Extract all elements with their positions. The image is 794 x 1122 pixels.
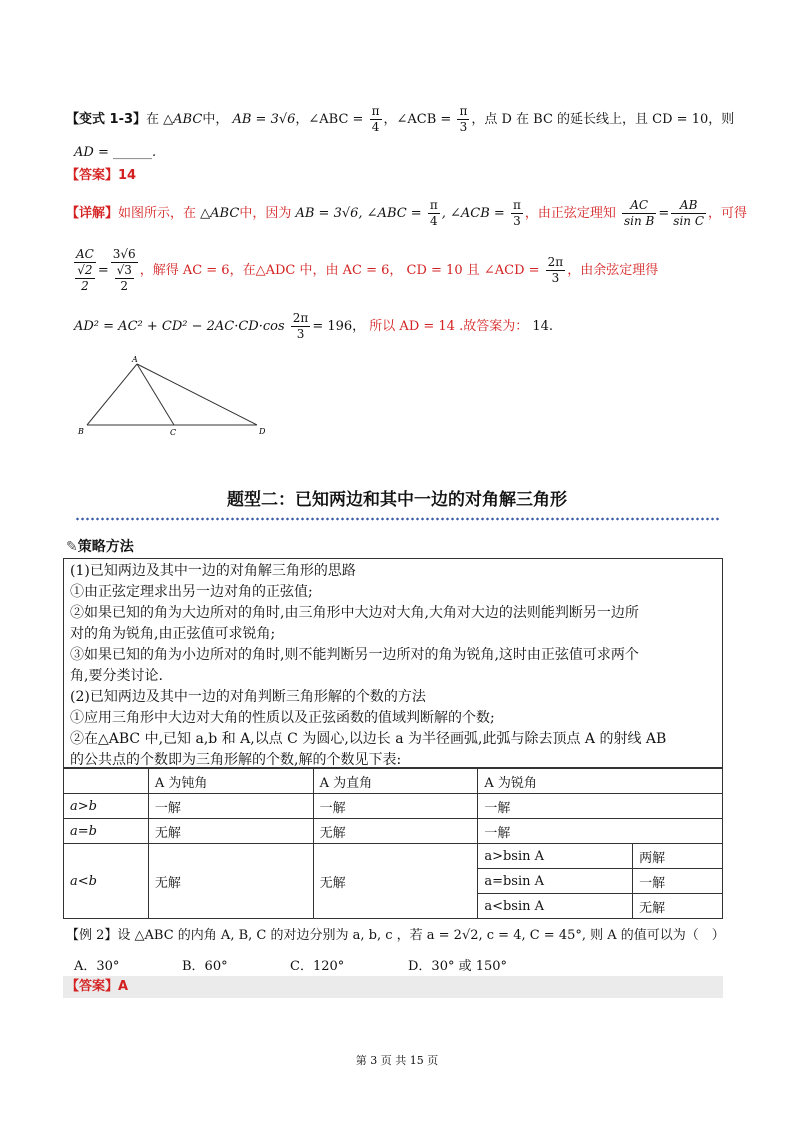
detail-l2d: ，由余弦定理得 xyxy=(567,263,659,278)
table-cell: a>bsin A xyxy=(478,844,633,869)
table-cell: 一解 xyxy=(148,794,313,819)
option-a: A．30° xyxy=(74,959,120,974)
strategy-line: (2)已知两边及其中一边的对角判断三角形解的个数的方法 xyxy=(70,689,426,705)
strategy-line: ①由正弦定理求出另一边对角的正弦值; xyxy=(70,584,313,600)
detail-l2-eq: = xyxy=(97,263,109,278)
table-header-cell xyxy=(64,769,149,794)
example-2-text: 设 △ABC 的内角 A, B, C 的对边分别为 a, b, c ，若 a = 2√2, c = 4, C = 45°, 则 A 的值可以为（ ） xyxy=(117,928,725,943)
variant-text-3: ，点 D 在 BC 的延长线上，且 CD = 10，则 xyxy=(471,112,735,127)
variant-text-1: 在 xyxy=(146,112,160,127)
variant-abc-pre: ，∠ABC = xyxy=(295,112,364,127)
strategy-box xyxy=(63,558,723,768)
answer-1-label: 【答案】 xyxy=(66,168,119,183)
detail-l1b: △ABC xyxy=(200,206,240,221)
detail-l1l: ，可得 xyxy=(708,206,748,221)
option-d: D．30° 或 150° xyxy=(408,959,508,974)
example-2-tag: 【例 2】 xyxy=(66,928,118,943)
table-cell: a>b xyxy=(64,794,149,819)
table-cell: 一解 xyxy=(633,869,723,894)
detail-line-2 xyxy=(72,244,658,298)
detail-l1f: , ∠ACB = xyxy=(441,206,505,221)
variant-tag: 【变式 1-3】 xyxy=(66,112,147,127)
solutions-table xyxy=(63,768,723,919)
example-2-question xyxy=(66,927,725,945)
section-divider xyxy=(75,517,721,521)
table-cell: 一解 xyxy=(313,794,478,819)
variant-abc-frac: $\frac{\pi}{4}$ xyxy=(371,104,380,134)
triangle-figure xyxy=(74,354,274,438)
table-row xyxy=(64,769,723,794)
detail-l2-lhs: $\frac{AC}{\frac{√2}{2}}$ xyxy=(76,247,94,293)
label-b: B xyxy=(78,427,84,436)
table-cell: 两解 xyxy=(633,844,723,869)
answer-1 xyxy=(66,167,136,185)
variant-acb-pre: ，∠ACB = xyxy=(383,112,452,127)
strategy-line: ②如果已知的角为大边所对的角时,由三角形中大边对大角,大角对大边的法则能判断另一边所 xyxy=(70,605,639,621)
strategy-line: 角,要分类讨论. xyxy=(70,668,163,684)
answer-2-value: A xyxy=(118,979,129,994)
option-c: C．120° xyxy=(290,959,345,974)
strategy-title: 策略方法 xyxy=(77,539,134,555)
detail-l1k-frac: $\frac{AB}{\text{sin C}}$ xyxy=(673,198,705,228)
variant-ad-blank: AD = ______. xyxy=(74,145,157,160)
detail-l3c: = 196， xyxy=(312,319,366,334)
strategy-icon: ✎ xyxy=(66,539,78,555)
detail-l1e-frac: $\frac{\pi}{4}$ xyxy=(429,198,438,228)
table-cell: a=bsin A xyxy=(478,869,633,894)
strategy-line: ②在△ABC 中,已知 a,b 和 A,以点 C 为圆心,以边长 a 为半径画弧,此弧与除去顶点 A 的射线 AB xyxy=(70,731,667,747)
strategy-line: 的公共点的个数即为三角形解的个数,解的个数见下表: xyxy=(70,752,402,768)
table-header-cell: A 为直角 xyxy=(313,769,478,794)
table-cell: 无解 xyxy=(148,844,313,919)
answer-2 xyxy=(66,978,128,996)
table-cell: a<b xyxy=(64,844,149,919)
table-row xyxy=(64,819,723,844)
label-c: C xyxy=(170,428,177,437)
detail-l3b-frac: $\frac{2\pi}{3}$ xyxy=(292,311,309,341)
table-cell: 一解 xyxy=(478,794,723,819)
table-header-cell: A 为钝角 xyxy=(148,769,313,794)
variant-question-line xyxy=(66,104,734,135)
variant-acb-frac: $\frac{\pi}{3}$ xyxy=(459,104,468,134)
detail-l1h: ，由正弦定理知 xyxy=(524,206,616,221)
table-header-cell: A 为锐角 xyxy=(478,769,723,794)
option-b: B．60° xyxy=(182,959,228,974)
detail-line-3 xyxy=(74,311,553,342)
table-cell: a<bsin A xyxy=(478,894,633,919)
detail-l3a: AD² = AC² + CD² − 2AC·CD·cos xyxy=(74,319,285,334)
strategy-line: ③如果已知的角为小边所对的角时,则不能判断另一边所对的角为锐角,这时由正弦值可求两个 xyxy=(70,647,639,663)
label-d: D xyxy=(259,427,266,436)
detail-l3d: 所以 AD = 14 .故答案为： xyxy=(369,319,529,334)
variant-ab: AB = 3√6 xyxy=(232,112,296,127)
detail-l3e: 14. xyxy=(532,319,554,334)
segment-ab xyxy=(87,364,137,425)
label-a: A xyxy=(132,355,138,364)
example-2-options xyxy=(74,958,507,976)
detail-l1d: AB = 3√6, ∠ABC = xyxy=(295,206,422,221)
detail-l1a: 如图所示，在 xyxy=(118,206,197,221)
detail-l2-rhs: $\frac{3√6}{\frac{√3}{2}}$ xyxy=(112,247,136,293)
section-title: 题型二：已知两边和其中一边的对角解三角形 xyxy=(227,490,567,510)
answer-2-bar xyxy=(63,976,723,998)
detail-l1c: 中，因为 xyxy=(239,206,292,221)
table-cell: 无解 xyxy=(313,819,478,844)
table-row xyxy=(64,844,723,869)
table-cell: 无解 xyxy=(148,819,313,844)
table-cell: 一解 xyxy=(478,819,723,844)
table-cell: 无解 xyxy=(313,844,478,919)
variant-text-2: 中， xyxy=(202,112,229,127)
variant-triangle: △ABC xyxy=(163,112,203,127)
detail-line-1 xyxy=(66,198,747,229)
detail-l1i-frac: $\frac{AC}{\text{sin B}}$ xyxy=(624,198,655,228)
strategy-line: ①应用三角形中大边对大角的性质以及正弦函数的值域判断解的个数; xyxy=(70,710,495,726)
table-cell: 无解 xyxy=(633,894,723,919)
table-row xyxy=(64,794,723,819)
detail-l2c-frac: $\frac{2\pi}{3}$ xyxy=(547,255,564,285)
strategy-line: (1)已知两边及其中一边的对角解三角形的思路 xyxy=(70,563,356,579)
answer-2-label: 【答案】 xyxy=(66,979,119,994)
strategy-line: 对的角为锐角,由正弦值可求锐角; xyxy=(70,626,276,642)
detail-l2a: ，解得 AC = 6，在△ADC 中，由 AC = 6， xyxy=(139,263,403,278)
detail-label: 【详解】 xyxy=(66,206,119,221)
detail-l2b: CD = 10 且 ∠ACD = xyxy=(406,263,540,278)
strategy-header xyxy=(66,538,134,556)
table-cell: a=b xyxy=(64,819,149,844)
detail-l1j: = xyxy=(658,206,670,221)
answer-1-value: 14 xyxy=(118,168,137,183)
page-footer: 第 3 页 共 15 页 xyxy=(355,1054,439,1067)
detail-l1g-frac: $\frac{\pi}{3}$ xyxy=(512,198,521,228)
